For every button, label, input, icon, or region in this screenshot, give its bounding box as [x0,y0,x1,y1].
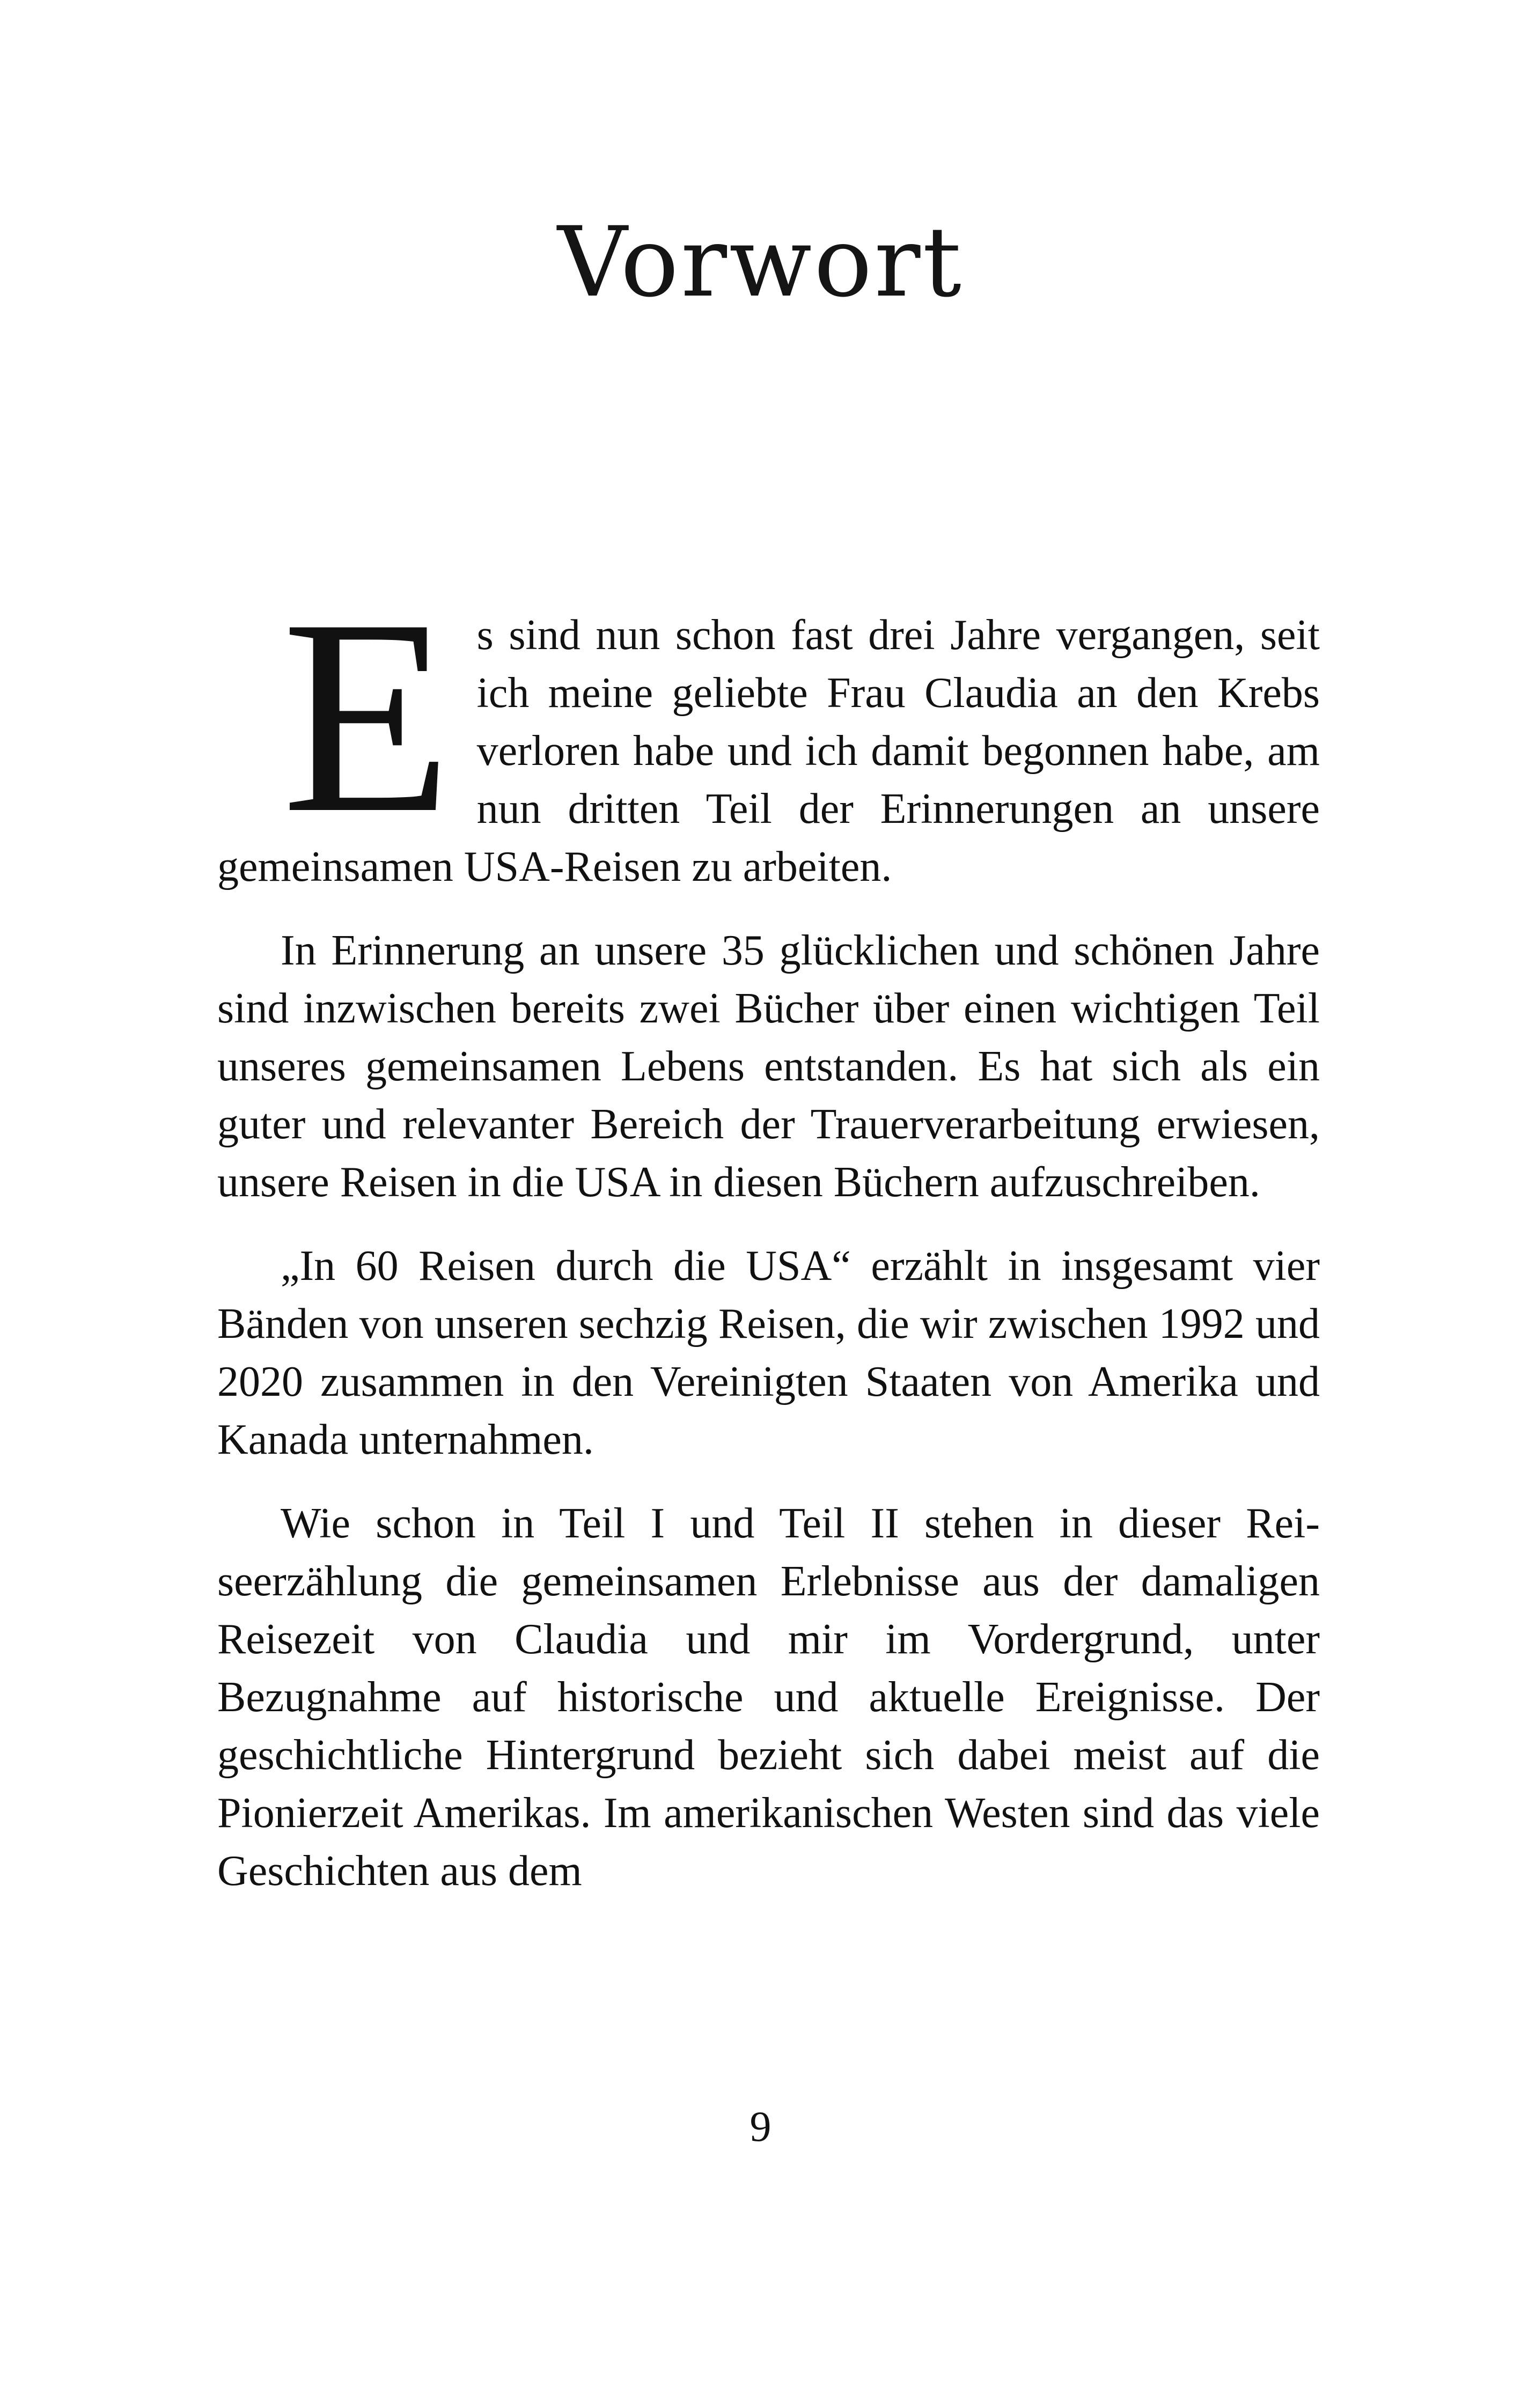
paragraph-2: In Erinnerung an unsere 35 glücklichen und schönen Jahre sind inzwischen bereits zwei Bücher über einen wichtigen Teil unseres gemeinsamen Lebens entstanden. Es hat sich als ein guter und relevanter Bereich der Trauerverarbeitung erwiesen, unsere Reisen in die USA in diesen Büchern aufzuschreiben. [217,927,1320,1206]
chapter-title: Vorwort [557,207,964,319]
page-number: 9 [750,2103,771,2151]
paragraph-3: „In 60 Reisen durch die USA“ erzählt in insgesamt vier Bänden von unseren sechzig Reisen, die wir zwischen 1992 und 2020 zusammen in den Vereinigten Staaten von Amerika und Kanada unternahmen. [217,1242,1320,1463]
paragraph-1 [217,562,1320,896]
drop-cap-letter: E [282,562,452,871]
paragraph-4: Wie schon in Teil I und Teil II stehen in dieser Reiseerzählung die gemeinsamen Erlebnisse aus der damaligen Reisezeit von Claudia und mir im Vordergrund, unter Bezugnahme auf historische und aktuelle Ereignisse. Der geschichtliche Hintergrund bezieht sich dabei meist auf die Pionierzeit Amerikas. Im amerikanischen Westen sind das viele Geschichten aus dem [217,1500,1320,1895]
body-text [217,562,1320,1900]
paragraph-1-text: s sind nun schon fast drei Jahre vergangen, seit ich meine geliebte Frau Claudia an den Krebs verloren habe und ich damit begonnen habe, am nun dritten Teil der Erinnerungen an unsere gemeinsamen USA-Reisen zu arbeiten. [217,612,1320,890]
